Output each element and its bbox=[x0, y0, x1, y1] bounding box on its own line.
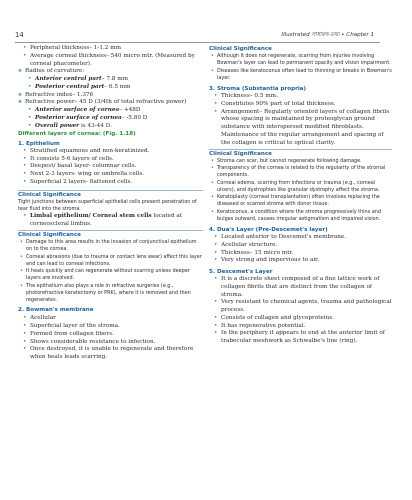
section-heading: 3. Stroma (Substantia propria) bbox=[209, 86, 307, 92]
list-item: • Average corneal thickness– 540 micro mtr. (Measured by corneal phacometer). bbox=[18, 53, 203, 69]
list-item: • Thickness– 15 micro mtr. bbox=[209, 250, 392, 258]
list-item: • Acellular bbox=[18, 315, 203, 323]
radius-label: ❖ Radius of curvature: bbox=[18, 68, 203, 76]
clinical-text: Tight junctions between superficial epithelial cells present penetration of tear fluid into the stroma. bbox=[18, 198, 197, 212]
page-header bbox=[0, 0, 412, 45]
list-item: • Very resistant to chemical agents, trauma and pathological process. bbox=[209, 299, 392, 315]
value: located at corneoscleral limbus. bbox=[30, 213, 183, 227]
list-item bbox=[18, 107, 203, 115]
list-item bbox=[18, 115, 203, 123]
clinical-significance-heading: Clinical Significance bbox=[209, 149, 392, 158]
list-item: • Very strong and impervious to air. bbox=[209, 257, 392, 265]
value: – +48D bbox=[119, 107, 141, 113]
list-item: • Once destroyed, it is unable to regenerate and therefore when heals leads scarring. bbox=[18, 346, 203, 362]
list-item: • Located anterior to Descemet's membrane. bbox=[209, 234, 392, 242]
clinical-significance-heading: Clinical Significance bbox=[18, 230, 203, 239]
list-item: • Keratoplasty (corneal transplantation) often involves replacing the diseased or scarred stroma with donor tissue. bbox=[209, 194, 392, 209]
list-item: • Shows considerable resistance to infection. bbox=[18, 339, 203, 347]
list-item: • Superficial layer of the stroma. bbox=[18, 323, 203, 331]
section-heading: 2. Bowman's membrane bbox=[18, 306, 94, 313]
clinical-significance-heading: Clinical Significance bbox=[209, 46, 272, 52]
list-item: • The epithelium also plays a role in refractive surgeries (e.g., photorefractive keratectomy or PRK), where it is removed and then regenerates. bbox=[18, 283, 203, 305]
list-item: • It heals quickly and can regenerate without scarring unless deeper layers are involved. bbox=[18, 268, 203, 283]
right-column bbox=[209, 45, 392, 346]
list-item: • Stratified squamous and non-keratinized. bbox=[18, 148, 203, 156]
list-item: • It consists 5-6 layers of cells. bbox=[18, 156, 203, 164]
refractive-power: ❖ Refractive power– 45 D (3/4th of total refractive power) bbox=[18, 99, 203, 107]
list-item: • In the periphery it appears to end at the anterior limit of trabecular meshwork as Schwalbe's line (ring). bbox=[209, 330, 392, 346]
term: Limbal epithelium/ Corneal stem cells bbox=[30, 213, 152, 219]
list-item: • Although it does not regenerate, scarring from injuries involving Bowman's layer can lead to permanent opacity and vision impairment. bbox=[209, 53, 392, 68]
list-item: • Next 2-3 layers- wing or umbrella cells. bbox=[18, 171, 203, 179]
value: – 6.5 mm bbox=[104, 83, 131, 90]
list-item bbox=[18, 213, 203, 229]
list-item: • Keratoconus, a condition where the stroma progressively thins and bulges outward, causes irregular astigmatism and impaired vision. bbox=[209, 209, 392, 224]
section-heading: 1. Epithelium bbox=[18, 140, 60, 147]
list-item: • Formed from collagen fibers. bbox=[18, 331, 203, 339]
value: is 43-44 D. bbox=[79, 122, 112, 129]
list-item: • Deepest/ basal layer- columnar cells. bbox=[18, 163, 203, 171]
list-item: • Corneal abrasions (due to trauma or contact lens wear) affect this layer and can lead to corneal infections. bbox=[18, 254, 203, 269]
list-item: • It has regenerative potential. bbox=[209, 323, 392, 331]
left-column bbox=[18, 45, 203, 362]
list-item: • Diseases like keratoconus often lead to thinning or breaks in Bowman's layer. bbox=[209, 68, 392, 83]
list-item: • Thickness– 0.5 mm. bbox=[209, 93, 392, 101]
list-item: • Transparency of the cornea is related to the regularity of the stromal components. bbox=[209, 165, 392, 180]
term: Anterior central part bbox=[35, 76, 102, 82]
list-item: • Peripheral thickness– 1-1.2 mm bbox=[18, 45, 203, 53]
list-item: • Stroma can scar, but cannot regenerate following damage. bbox=[209, 158, 392, 165]
clinical-significance-heading: Clinical Significance bbox=[18, 190, 203, 199]
list-item bbox=[18, 123, 203, 131]
section-heading: 5. Descemet's Layer bbox=[209, 269, 273, 275]
header-rule bbox=[15, 42, 380, 43]
section-heading: 4. Dua's Layer (Pre-Descemet's layer) bbox=[209, 227, 328, 233]
page-number: 14 bbox=[15, 31, 24, 39]
list-item: • Consists of collagen and glycoproteins. bbox=[209, 315, 392, 323]
list-item bbox=[18, 84, 203, 92]
section-heading: Different layers of cornea: (Fig. 1.18) bbox=[18, 131, 136, 138]
list-item: • It is a discrete sheet composed of a fine lattice work of collagen fibrils that are distinct from the collagen of stroma. bbox=[209, 276, 392, 299]
list-item: • Arrangement– Regularly oriented layers of collagen fibrils whose spacing is maintained by proteoglycan ground substance with interspersed modified fibroblasts. Maintenance of the regular arrangement and spacing of the collagen is critical to optical clarity. bbox=[209, 109, 392, 148]
list-item: • Superficial 2 layers- flattened cells. bbox=[18, 179, 203, 187]
list-item: • Acellular structure. bbox=[209, 242, 392, 250]
term: Overall power bbox=[35, 122, 80, 129]
term: Posterior surface of cornea bbox=[35, 114, 122, 121]
term: Anterior surface of cornea bbox=[35, 107, 120, 113]
value: – -5.80 D bbox=[121, 114, 148, 121]
list-item: • Constitutes 90% part of total thickness. bbox=[209, 101, 392, 109]
running-title: Illustrated সাধারণ-তথ্য • Chapter 1 bbox=[281, 32, 374, 38]
refractive-index: ❖ Refractive index– 1.376 bbox=[18, 92, 203, 100]
list-item: • Damage to this area results in the invasion of conjunctival epithelium on to the cornea. bbox=[18, 239, 203, 254]
list-item: • Corneal edema, scarring from infections or trauma (e.g., corneal ulcers), and dystrophies like granular dystrophy affect the stroma. bbox=[209, 180, 392, 195]
term: Posterior central part bbox=[35, 83, 105, 90]
value: – 7.8 mm bbox=[101, 76, 128, 82]
list-item bbox=[18, 76, 203, 84]
